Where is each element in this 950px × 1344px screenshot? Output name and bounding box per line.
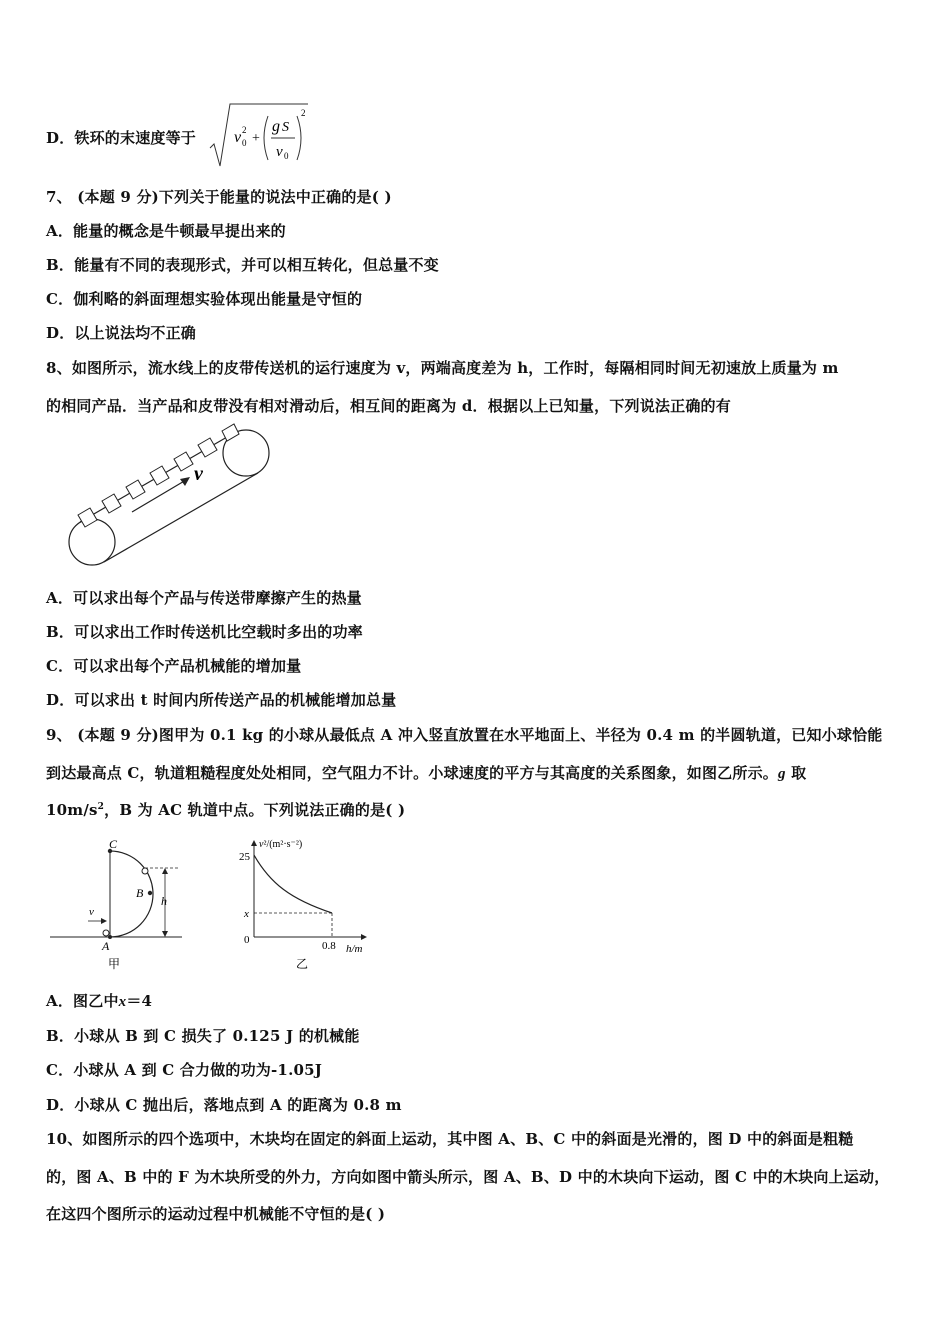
q9-option-b: B．小球从 B 到 C 损失了 0.125 J 的机械能 bbox=[46, 1027, 360, 1045]
q10-line3: 在这四个图所示的运动过程中机械能不守恒的是( ) bbox=[46, 1205, 386, 1223]
product-box bbox=[174, 452, 193, 471]
q9-stem-line2: 到达最高点 C，轨道粗糙程度处处相同，空气阻力不计。小球速度的平方与其高度的关系图象，如图乙所示。g 取 bbox=[46, 764, 807, 782]
q7-stem: 7、 (本题 9 分)下列关于能量的说法中正确的是( ) bbox=[46, 188, 392, 206]
product-box bbox=[126, 480, 145, 499]
formula-s: S bbox=[282, 120, 289, 135]
lower-roller bbox=[69, 519, 115, 565]
q9-stem-line1: 9、 (本题 9 分)图甲为 0.1 kg 的小球从最低点 A 冲入竖直放置在水平地面上、半径为 0.4 m 的半圆轨道，已知小球恰能 bbox=[46, 726, 883, 744]
formula-g: g bbox=[272, 118, 280, 135]
figure-yi bbox=[236, 835, 386, 975]
product-box bbox=[102, 494, 121, 513]
point-b bbox=[148, 891, 152, 895]
x-axis-label: h/m bbox=[346, 943, 363, 955]
figure-jia bbox=[46, 835, 196, 975]
q8-option-d: D．可以求出 t 时间内所传送产品的机械能增加总量 bbox=[46, 691, 397, 709]
formula-sub0: 0 bbox=[242, 138, 247, 148]
q7-option-a: A．能量的概念是牛顿最早提出来的 bbox=[46, 222, 286, 240]
y-tick-25: 25 bbox=[239, 851, 250, 863]
y-axis-label: v²/(m²·s⁻²) bbox=[259, 839, 303, 850]
q6-option-d: D．铁环的末速度等于 bbox=[46, 129, 197, 147]
formula-denom-v: v bbox=[276, 144, 283, 160]
q8-option-c: C．可以求出每个产品机械能的增加量 bbox=[46, 657, 302, 675]
q7-option-b: B．能量有不同的表现形式，并可以相互转化，但总量不变 bbox=[46, 256, 439, 274]
x-tick-0-8: 0.8 bbox=[322, 940, 336, 952]
q9-stem-line3: $10m/s^2$，B 为 AC 轨道中点。下列说法正确的是( ) bbox=[46, 801, 406, 819]
v2-h-curve bbox=[254, 855, 332, 913]
label-c: C bbox=[109, 837, 118, 851]
formula-denom-sub0: 0 bbox=[284, 151, 289, 161]
semicircle-track bbox=[110, 851, 153, 937]
origin-label: 0 bbox=[244, 934, 250, 946]
q10-line1: 10、如图所示的四个选项中，木块均在固定的斜面上运动，其中图 A、B、C 中的斜面是光滑的，图 D 中的斜面是粗糙 bbox=[46, 1130, 854, 1148]
label-h: h bbox=[161, 894, 167, 908]
product-box bbox=[150, 466, 169, 485]
formula-plus: + bbox=[252, 131, 260, 146]
formula-outer-exp: 2 bbox=[301, 108, 306, 118]
q10-line2: 的，图 A、B 中的 F 为木块所受的外力，方向如图中箭头所示，图 A、B、D 中的木块向下运动，图 C 中的木块向上运动， bbox=[46, 1168, 890, 1186]
q8-stem-line2: 的相同产品．当产品和皮带没有相对滑动后，相互间的距离为 d．根据以上已知量，下列说法正确的有 bbox=[46, 397, 731, 415]
formula-v: v bbox=[234, 129, 242, 146]
q7-option-c: C．伽利略的斜面理想实验体现出能量是守恒的 bbox=[46, 290, 363, 308]
ball bbox=[103, 930, 109, 936]
caption-jia: 甲 bbox=[108, 957, 121, 971]
q8-stem-line1: 8、如图所示，流水线上的皮带传送机的运行速度为 v，两端高度差为 h，工作时，每隔相同时间无初速放上质量为 m bbox=[46, 359, 839, 377]
q6-formula bbox=[208, 100, 318, 170]
q7-option-d: D．以上说法均不正确 bbox=[46, 324, 197, 342]
q8-option-b: B．可以求出工作时传送机比空载时多出的功率 bbox=[46, 623, 363, 641]
caption-yi: 乙 bbox=[296, 957, 309, 971]
label-v: v bbox=[89, 906, 94, 918]
y-tick-x: x bbox=[244, 908, 249, 920]
label-b: B bbox=[136, 886, 144, 900]
q9-option-a: A．图乙中x＝4 bbox=[46, 992, 153, 1010]
conveyor-figure bbox=[60, 420, 280, 575]
q9-option-c: C．小球从 A 到 C 合力做的功为-1.05J bbox=[46, 1061, 323, 1079]
q9-option-d: D．小球从 C 抛出后，落地点到 A 的距离为 0.8 m bbox=[46, 1096, 402, 1114]
q8-option-a: A．可以求出每个产品与传送带摩擦产生的热量 bbox=[46, 589, 362, 607]
product-box bbox=[198, 438, 217, 457]
formula-sq: 2 bbox=[242, 125, 247, 135]
label-a: A bbox=[102, 939, 110, 953]
velocity-label: v bbox=[194, 463, 203, 485]
products bbox=[78, 424, 239, 527]
